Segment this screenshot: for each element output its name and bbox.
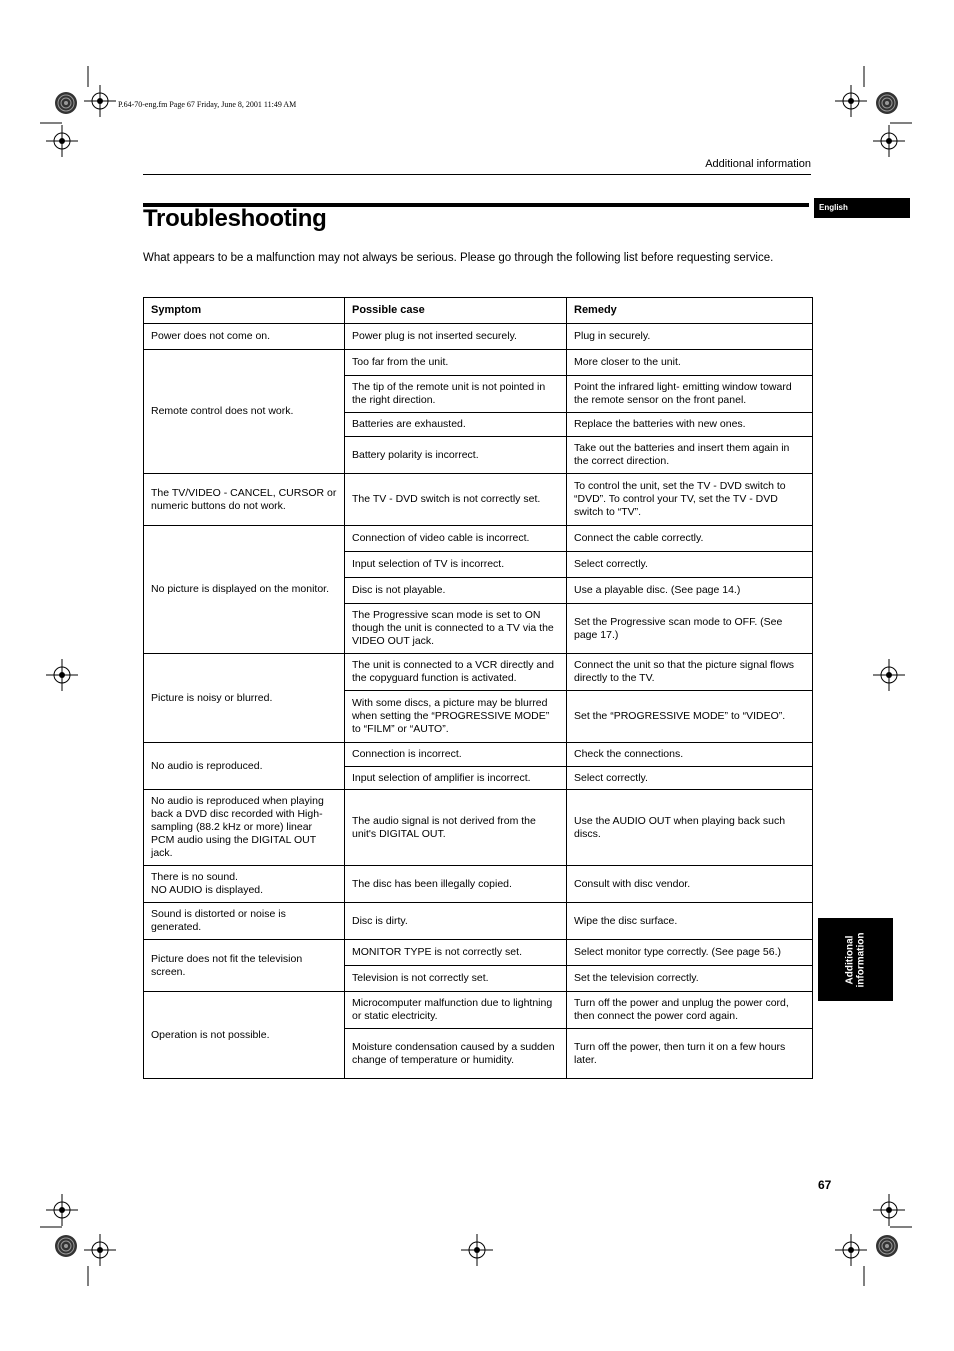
remedy-cell: Select correctly. (567, 552, 813, 578)
language-tab: English (814, 198, 910, 218)
case-cell: MONITOR TYPE is not correctly set. (345, 940, 567, 966)
remedy-cell: Consult with disc vendor. (567, 866, 813, 903)
symptom-cell: There is no sound. NO AUDIO is displayed. (144, 866, 345, 903)
table-row (144, 903, 813, 940)
remedy-cell: Set the Progressive scan mode to OFF. (See page 17.) (567, 604, 813, 654)
case-cell: Connection is incorrect. (345, 743, 567, 767)
intro-text: What appears to be a malfunction may not always be serious. Please go through the following list before requesting service. (143, 252, 774, 264)
case-cell: Battery polarity is incorrect. (345, 437, 567, 474)
case-cell: The TV - DVD switch is not correctly set. (345, 474, 567, 526)
table-row (144, 474, 813, 526)
symptom-cell: Picture is noisy or blurred. (144, 654, 345, 743)
troubleshooting-table (143, 297, 813, 1079)
remedy-cell: Select monitor type correctly. (See page 56.) (567, 940, 813, 966)
remedy-cell: Plug in securely. (567, 324, 813, 350)
remedy-cell: Set the “PROGRESSIVE MODE” to “VIDEO”. (567, 691, 813, 743)
case-cell: Microcomputer malfunction due to lightning or static electricity. (345, 992, 567, 1029)
remedy-cell: Connect the cable correctly. (567, 526, 813, 552)
case-cell: The tip of the remote unit is not pointed in the right direction. (345, 376, 567, 413)
case-cell: Too far from the unit. (345, 350, 567, 376)
remedy-cell: Connect the unit so that the picture signal flows directly to the TV. (567, 654, 813, 691)
remedy-cell: Turn off the power and unplug the power cord, then connect the power cord again. (567, 992, 813, 1029)
table-row (144, 992, 813, 1029)
case-cell: With some discs, a picture may be blurred when setting the “PROGRESSIVE MODE” to “FILM” or “AUTO”. (345, 691, 567, 743)
table-row (144, 654, 813, 691)
symptom-cell: Operation is not possible. (144, 992, 345, 1079)
header-possible-case: Possible case (345, 298, 567, 324)
case-cell: The disc has been illegally copied. (345, 866, 567, 903)
symptom-cell: The TV/VIDEO - CANCEL, CURSOR or numeric buttons do not work. (144, 474, 345, 526)
case-cell: Television is not correctly set. (345, 966, 567, 992)
case-cell: Disc is not playable. (345, 578, 567, 604)
remedy-cell: Point the infrared light- emitting window toward the remote sensor on the front panel. (567, 376, 813, 413)
remedy-cell: Take out the batteries and insert them again in the correct direction. (567, 437, 813, 474)
table-row (144, 940, 813, 966)
remedy-cell: Use a playable disc. (See page 14.) (567, 578, 813, 604)
header-symptom: Symptom (144, 298, 345, 324)
case-cell: Connection of video cable is incorrect. (345, 526, 567, 552)
case-cell: Input selection of TV is incorrect. (345, 552, 567, 578)
symptom-cell: Power does not come on. (144, 324, 345, 350)
case-cell: The unit is connected to a VCR directly and the copyguard function is activated. (345, 654, 567, 691)
remedy-cell: Select correctly. (567, 767, 813, 790)
side-section-tab (818, 918, 893, 1001)
symptom-cell: No audio is reproduced when playing back a DVD disc recorded with High-sampling (88.2 kHz or more) linear PCM audio using the DIGITAL OUT jack. (144, 790, 345, 866)
remedy-cell: More closer to the unit. (567, 350, 813, 376)
side-section-label: Additional information (844, 932, 867, 987)
table-row (144, 350, 813, 376)
remedy-cell: Wipe the disc surface. (567, 903, 813, 940)
page-title: Troubleshooting (143, 205, 327, 232)
section-title: Additional information (705, 158, 811, 170)
remedy-cell: To control the unit, set the TV - DVD switch to “DVD”. To control your TV, set the TV - DVD switch to “TV”. (567, 474, 813, 526)
print-info: P.64-70-eng.fm Page 67 Friday, June 8, 2001 11:49 AM (118, 100, 297, 109)
header-remedy: Remedy (567, 298, 813, 324)
case-cell: The audio signal is not derived from the unit's DIGITAL OUT. (345, 790, 567, 866)
table-row (144, 866, 813, 903)
case-cell: Power plug is not inserted securely. (345, 324, 567, 350)
symptom-cell: Remote control does not work. (144, 350, 345, 474)
symptom-cell: Sound is distorted or noise is generated. (144, 903, 345, 940)
remedy-cell: Set the television correctly. (567, 966, 813, 992)
table-row (144, 526, 813, 552)
header-divider (143, 174, 811, 175)
remedy-cell: Replace the batteries with new ones. (567, 413, 813, 437)
symptom-cell: No picture is displayed on the monitor. (144, 526, 345, 654)
symptom-cell: No audio is reproduced. (144, 743, 345, 790)
case-cell: Moisture condensation caused by a sudden change of temperature or humidity. (345, 1029, 567, 1079)
remedy-cell: Check the connections. (567, 743, 813, 767)
symptom-cell: Picture does not fit the television screen. (144, 940, 345, 992)
case-cell: Batteries are exhausted. (345, 413, 567, 437)
table-header-row (144, 298, 813, 324)
table-row (144, 324, 813, 350)
page-number: 67 (818, 1178, 832, 1192)
case-cell: Disc is dirty. (345, 903, 567, 940)
case-cell: Input selection of amplifier is incorrect. (345, 767, 567, 790)
remedy-cell: Turn off the power, then turn it on a few hours later. (567, 1029, 813, 1079)
case-cell: The Progressive scan mode is set to ON though the unit is connected to a TV via the VIDEO OUT jack. (345, 604, 567, 654)
remedy-cell: Use the AUDIO OUT when playing back such discs. (567, 790, 813, 866)
table-row (144, 790, 813, 866)
table-row (144, 743, 813, 767)
